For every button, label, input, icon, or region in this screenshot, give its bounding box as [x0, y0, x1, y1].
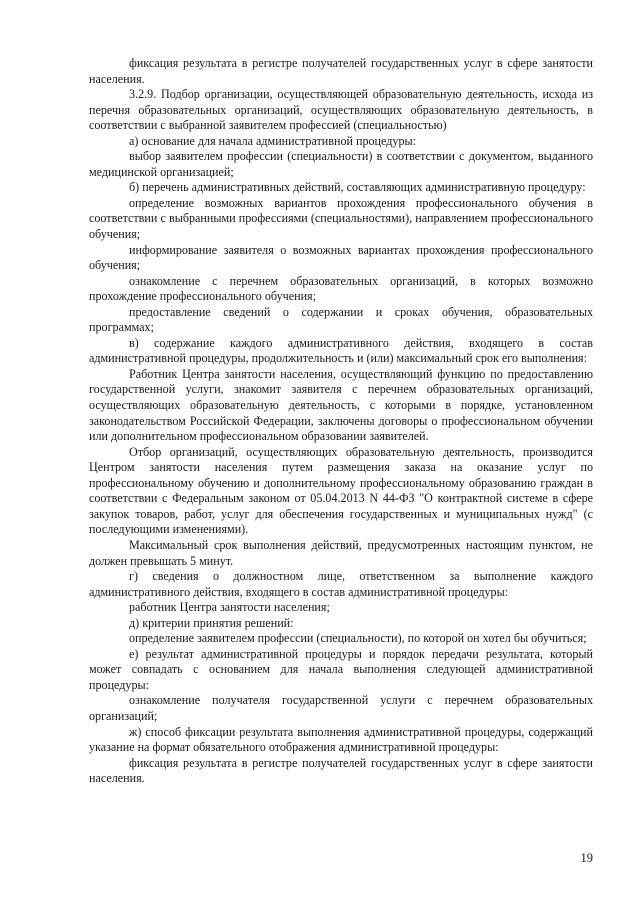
paragraph: е) результат административной процедуры и порядок передачи результата, который может совпадать с основанием для начала выполнения следующей административной процедуры: — [89, 646, 593, 692]
paragraph: ознакомление с перечнем образовательных организаций, в которых возможно прохождение профессионального обучения; — [89, 273, 593, 304]
page-number: 19 — [580, 851, 593, 865]
paragraph: определение возможных вариантов прохождения профессионального обучения в соответствии с выбранными профессиями (специальностями), направлением профессионального обучения; — [89, 195, 593, 242]
paragraph: д) критерии принятия решений: — [129, 615, 294, 630]
paragraph: предоставление сведений о содержании и сроках обучения, образовательных программах; — [89, 304, 593, 335]
paragraph: Максимальный срок выполнения действий, предусмотренных настоящим пунктом, не должен превышать 5 минут. — [89, 537, 593, 568]
paragraph: б) перечень административных действий, составляющих административную процедуру: — [129, 180, 586, 195]
paragraph: Отбор организаций, осуществляющих образовательную деятельность, производится Центром занятости населения путем размещения заказа на оказание услуг по профессиональному обучению и дополнительному профессиональному образованию граждан в соответствии с Федеральным законом от 05.04.2013 N 44-ФЗ "О контрактной системе в сфере закупок товаров, работ, услуг для обеспечения государственных и муниципальных нужд" (с последующими изменениями). — [89, 444, 593, 537]
paragraph: г) сведения о должностном лице, ответственном за выполнение каждого административного действия, входящего в состав административной процедуры: — [89, 569, 593, 599]
paragraph: ж) способ фиксации результата выполнения административной процедуры, содержащий указание на формат обязательного отображения административной процедуры: — [89, 724, 593, 755]
paragraph: определение заявителем профессии (специальности), по которой он хотел бы обучиться; — [129, 631, 587, 646]
paragraph: фиксация результата в регистре получателей государственных услуг в сфере занятости населения. — [89, 56, 593, 86]
body-text — [89, 56, 593, 787]
paragraph: информирование заявителя о возможных вариантах прохождения профессионального обучения; — [89, 242, 593, 273]
paragraph: Работник Центра занятости населения, осуществляющий функцию по предоставлению государственной услуги, знакомит заявителя с перечнем образовательных организаций, осуществляющих образовательную деятельность, с которыми в порядке, установленном законодательством Российской Федерации, заключены договоры о профессиональном обучении или дополнительном профессиональном образовании заявителей. — [89, 366, 593, 444]
paragraph: а) основание для начала административной процедуры: — [129, 133, 416, 148]
paragraph: 3.2.9. Подбор организации, осуществляющей образовательную деятельность, исхода из перечня образовательных организаций, осуществляющих образовательную деятельность, в соответствии с выбранной заявителем профессией (специальностью) — [89, 87, 593, 133]
paragraph: ознакомление получателя государственной услуги с перечнем образовательных организаций; — [89, 693, 593, 723]
paragraph: работник Центра занятости населения; — [129, 600, 330, 615]
paragraph: в) содержание каждого административного действия, входящего в состав административной процедуры, продолжительность и (или) максимальный срок его выполнения: — [89, 335, 593, 366]
paragraph: фиксация результата в регистре получателей государственных услуг в сфере занятости населения. — [89, 755, 593, 786]
paragraph: выбор заявителем профессии (специальности) в соответствии с документом, выданного медицинской организацией; — [89, 149, 593, 179]
